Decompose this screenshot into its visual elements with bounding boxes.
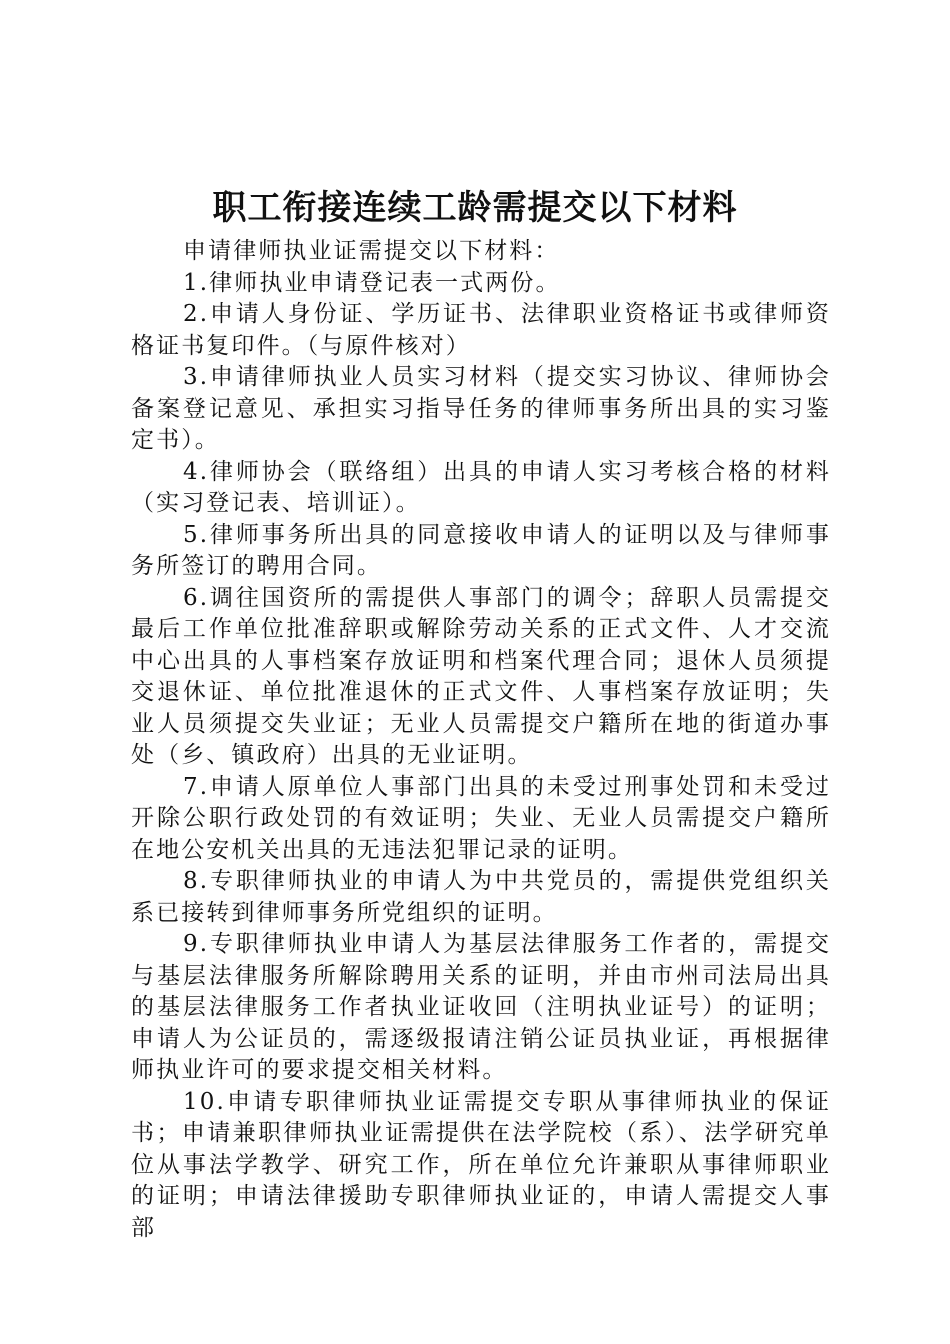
intro-paragraph: 申请律师执业证需提交以下材料： (183, 238, 560, 264)
item-paragraph-3: 3.申请律师执业人员实习材料（提交实习协议、律师协会备案登记意见、承担实习指导任务的律师事务所出具的实习鉴定书）。 (131, 364, 831, 453)
item-paragraph-4: 4.律师协会（联络组）出具的申请人实习考核合格的材料（实习登记表、培训证）。 (131, 458, 831, 516)
document-body (131, 236, 831, 1244)
item-paragraph-5: 5.律师事务所出具的同意接收申请人的证明以及与律师事务所签订的聘用合同。 (131, 521, 831, 579)
document-title: 职工衔接连续工龄需提交以下材料 (212, 188, 738, 228)
item-paragraph-9: 9.专职律师执业申请人为基层法律服务工作者的，需提交与基层法律服务所解除聘用关系的证明，并由市州司法局出具的基层法律服务工作者执业证收回（注明执业证号）的证明；申请人为公证员的，需逐级报请注销公证员执业证，再根据律师执业许可的要求提交相关材料。 (131, 931, 831, 1083)
item-paragraph-6: 6.调往国资所的需提供人事部门的调令；辞职人员需提交最后工作单位批准辞职或解除劳动关系的正式文件、人才交流中心出具的人事档案存放证明和档案代理合同；退休人员须提交退休证、单位批准退休的正式文件、人事档案存放证明；失业人员须提交失业证；无业人员需提交户籍所在地的街道办事处（乡、镇政府）出具的无业证明。 (131, 584, 831, 768)
item-paragraph-7: 7.申请人原单位人事部门出具的未受过刑事处罚和未受过开除公职行政处罚的有效证明；失业、无业人员需提交户籍所在地公安机关出具的无违法犯罪记录的证明。 (131, 773, 831, 863)
item-paragraph-1: 1.律师执业申请登记表一式两份。 (183, 269, 561, 296)
item-paragraph-2: 2.申请人身份证、学历证书、法律职业资格证书或律师资格证书复印件。（与原件核对） (131, 301, 831, 359)
item-paragraph-8: 8.专职律师执业的申请人为中共党员的，需提供党组织关系已接转到律师事务所党组织的证明。 (131, 868, 831, 926)
item-paragraph-10: 10.申请专职律师执业证需提交专职从事律师执业的保证书；申请兼职律师执业证需提供在法学院校（系）、法学研究单位从事法学教学、研究工作，所在单位允许兼职从事律师职业的证明；申请法律援助专职律师执业证的，申请人需提交人事部 (131, 1088, 831, 1241)
